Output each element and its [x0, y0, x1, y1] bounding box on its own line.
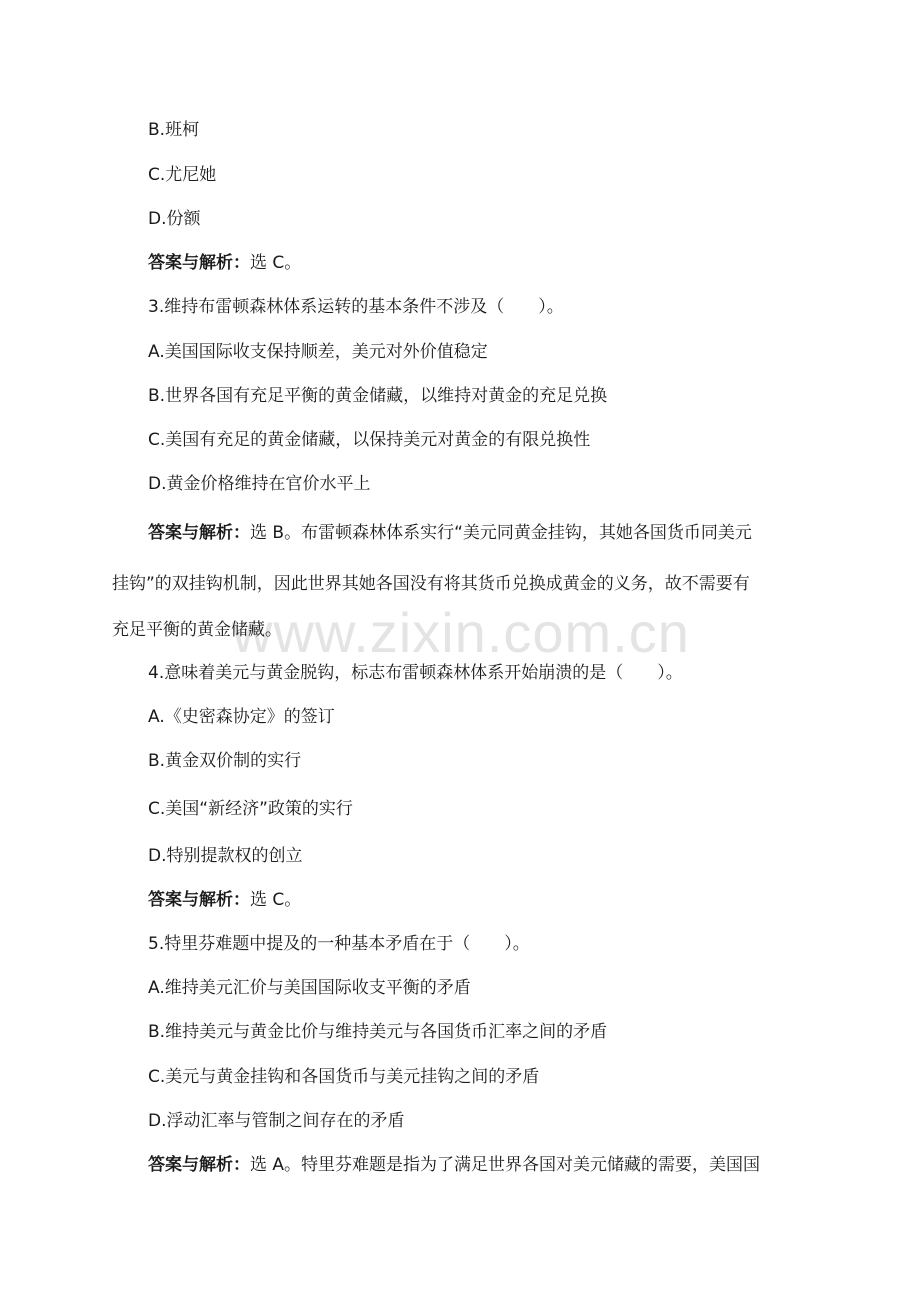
q3-answer-text-1: 选 B。布雷顿森林体系实行“美元同黄金挂钩，其她各国货币同美元 — [250, 523, 752, 543]
q3-question: 3.维持布雷顿森林体系运转的基本条件不涉及（ ）。 — [148, 297, 564, 317]
q5-answer — [148, 1154, 760, 1176]
q5-answer-text: 选 A。特里芬难题是指为了满足世界各国对美元储藏的需要，美国国 — [250, 1155, 761, 1175]
answer-label: 答案与解析： — [148, 1155, 250, 1175]
q4-option-b: B.黄金双价制的实行 — [148, 751, 302, 771]
q4-option-a: A.《史密森协定》的签订 — [148, 707, 335, 727]
q5-option-c: C.美元与黄金挂钩和各国货币与美元挂钩之间的矛盾 — [148, 1067, 540, 1087]
q3-option-a: A.美国国际收支保持顺差，美元对外价值稳定 — [148, 342, 488, 362]
q2-option-c: C.尤尼她 — [148, 165, 217, 185]
q4-option-c: C.美国“新经济”政策的实行 — [148, 799, 353, 819]
q5-question: 5.特里芬难题中提及的一种基本矛盾在于（ ）。 — [148, 934, 530, 954]
q4-answer-text: 选 C。 — [250, 890, 302, 910]
q5-option-a: A.维持美元汇价与美国国际收支平衡的矛盾 — [148, 978, 471, 998]
q5-option-d: D.浮动汇率与管制之间存在的矛盾 — [148, 1111, 405, 1131]
q3-option-d: D.黄金价格维持在官价水平上 — [148, 474, 371, 494]
answer-label: 答案与解析： — [148, 890, 250, 910]
q2-answer-text: 选 C。 — [250, 253, 302, 273]
q4-answer — [148, 889, 301, 911]
q2-option-b: B.班柯 — [148, 120, 200, 140]
q2-option-d: D.份额 — [148, 209, 201, 229]
q3-option-c: C.美国有充足的黄金储藏，以保持美元对黄金的有限兑换性 — [148, 430, 591, 450]
q5-option-b: B.维持美元与黄金比价与维持美元与各国货币汇率之间的矛盾 — [148, 1022, 608, 1042]
q3-answer-text-2: 挂钩”的双挂钩机制，因此世界其她各国没有将其货币兑换成黄金的义务，故不需要有 — [112, 574, 750, 594]
q3-answer-text-3: 充足平衡的黄金储藏。 — [112, 620, 282, 640]
q2-answer — [148, 252, 301, 274]
q3-option-b: B.世界各国有充足平衡的黄金储藏，以维持对黄金的充足兑换 — [148, 386, 608, 406]
answer-label: 答案与解析： — [148, 253, 250, 273]
q3-answer — [148, 522, 752, 544]
answer-label: 答案与解析： — [148, 523, 250, 543]
q4-option-d: D.特别提款权的创立 — [148, 846, 303, 866]
watermark: www.zixin.com.cn — [232, 601, 690, 664]
q4-question: 4.意味着美元与黄金脱钩，标志布雷顿森林体系开始崩溃的是（ ）。 — [148, 663, 683, 683]
